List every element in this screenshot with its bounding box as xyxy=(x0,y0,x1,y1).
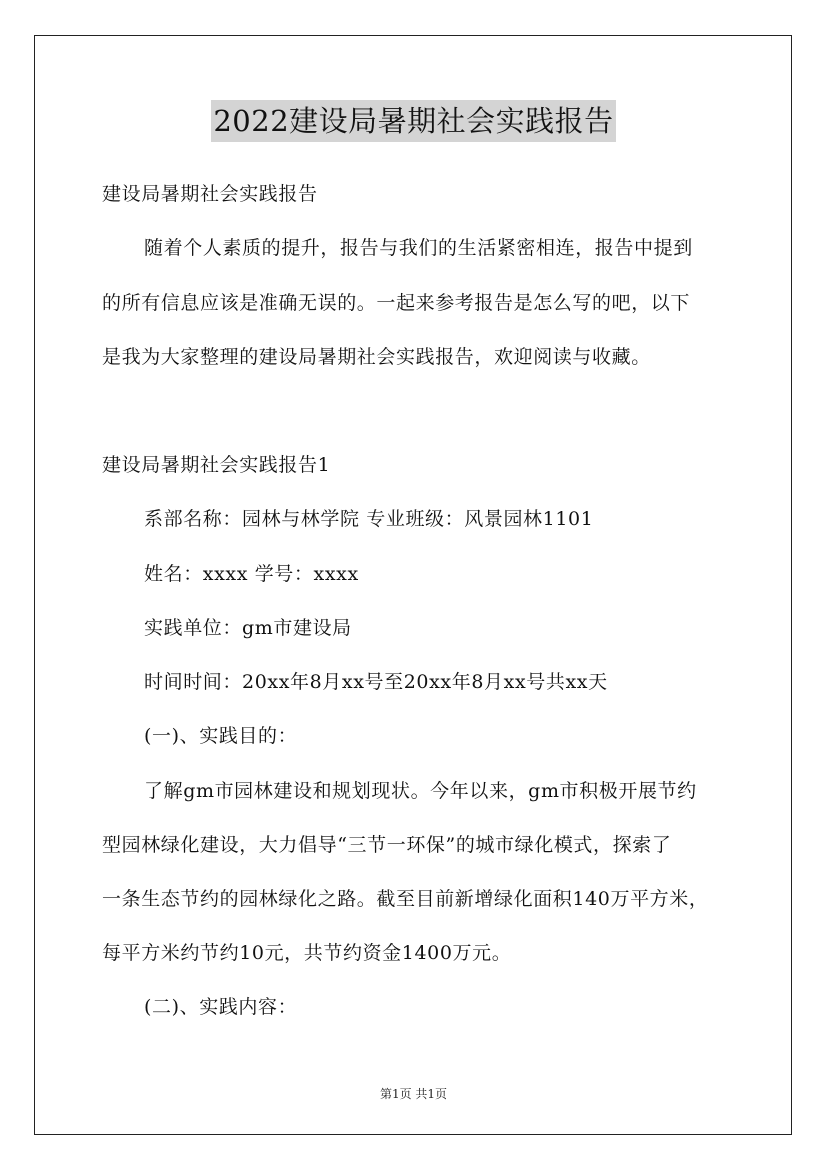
info-line: 系部名称：园林与林学院 专业班级：风景园林1101 xyxy=(144,508,594,530)
title-container xyxy=(0,100,827,142)
paragraph-line: 每平方米约节约10元，共节约资金1400万元。 xyxy=(102,942,512,964)
paragraph-line: 的所有信息应该是准确无误的。一起来参考报告是怎么写的吧，以下 xyxy=(102,292,691,314)
info-line: 时间时间：20xx年8月xx号至20xx年8月xx号共xx天 xyxy=(144,671,608,693)
paragraph-line: 一条生态节约的园林绿化之路。截至目前新增绿化面积140万平方米， xyxy=(102,888,709,910)
subsection-heading: (一)、实践目的： xyxy=(144,725,298,747)
subtitle-line: 建设局暑期社会实践报告 xyxy=(102,183,318,205)
info-line: 实践单位：gm市建设局 xyxy=(144,617,352,639)
paragraph-line: 随着个人素质的提升，报告与我们的生活紧密相连，报告中提到 xyxy=(144,237,693,259)
info-line: 姓名：xxxx 学号：xxxx xyxy=(144,563,359,585)
subsection-heading: (二)、实践内容： xyxy=(144,996,298,1018)
paragraph-line: 型园林绿化建设，大力倡导“三节一环保”的城市绿化模式，探索了 xyxy=(102,834,672,856)
section-heading: 建设局暑期社会实践报告1 xyxy=(102,454,331,476)
paragraph-line: 是我为大家整理的建设局暑期社会实践报告，欢迎阅读与收藏。 xyxy=(102,346,651,368)
page-footer: 第1页 共1页 xyxy=(379,1087,448,1101)
document-title: 2022建设局暑期社会实践报告 xyxy=(211,100,615,142)
paragraph-line: 了解gm市园林建设和规划现状。今年以来，gm市积极开展节约 xyxy=(144,780,697,802)
